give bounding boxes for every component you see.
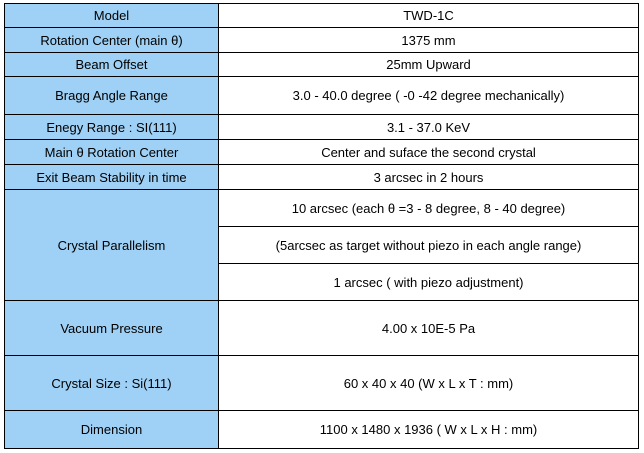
row-label: Rotation Center (main θ)	[5, 28, 219, 53]
table-row-crystal-parallelism	[5, 190, 639, 227]
table-row-beam-offset	[5, 53, 639, 77]
row-value: TWD-1C	[219, 4, 639, 28]
row-label: Enegy Range : SI(111)	[5, 115, 219, 140]
row-value: 3.1 - 37.0 KeV	[219, 115, 639, 140]
row-value: 4.00 x 10E-5 Pa	[219, 301, 639, 356]
table-row-vacuum-pressure	[5, 301, 639, 356]
row-label: Dimension	[5, 411, 219, 449]
table-row-exit-beam-stability	[5, 165, 639, 190]
row-label: Crystal Parallelism	[5, 190, 219, 301]
row-label: Crystal Size : Si(111)	[5, 356, 219, 411]
row-label: Beam Offset	[5, 53, 219, 77]
row-value: 25mm Upward	[219, 53, 639, 77]
row-label: Model	[5, 4, 219, 28]
table-row-bragg-angle-range	[5, 77, 639, 115]
row-value: 1375 mm	[219, 28, 639, 53]
table-row-rotation-center	[5, 28, 639, 53]
table-row-rotation-center-main	[5, 140, 639, 165]
row-label: Main θ Rotation Center	[5, 140, 219, 165]
row-value: 1 arcsec ( with piezo adjustment)	[219, 264, 639, 301]
row-value: Center and suface the second crystal	[219, 140, 639, 165]
table-row-model	[5, 4, 639, 28]
row-value: 3.0 - 40.0 degree ( -0 -42 degree mechanically)	[219, 77, 639, 115]
row-value: 60 x 40 x 40 (W x L x T : mm)	[219, 356, 639, 411]
row-label: Vacuum Pressure	[5, 301, 219, 356]
row-value: 10 arcsec (each θ =3 - 8 degree, 8 - 40 degree)	[219, 190, 639, 227]
row-label: Bragg Angle Range	[5, 77, 219, 115]
row-value: 1100 x 1480 x 1936 ( W x L x H : mm)	[219, 411, 639, 449]
row-value: (5arcsec as target without piezo in each angle range)	[219, 227, 639, 264]
row-value: 3 arcsec in 2 hours	[219, 165, 639, 190]
row-label: Exit Beam Stability in time	[5, 165, 219, 190]
table-row-dimension	[5, 411, 639, 449]
table-row-energy-range	[5, 115, 639, 140]
spec-table	[4, 3, 639, 449]
table-row-crystal-size	[5, 356, 639, 411]
